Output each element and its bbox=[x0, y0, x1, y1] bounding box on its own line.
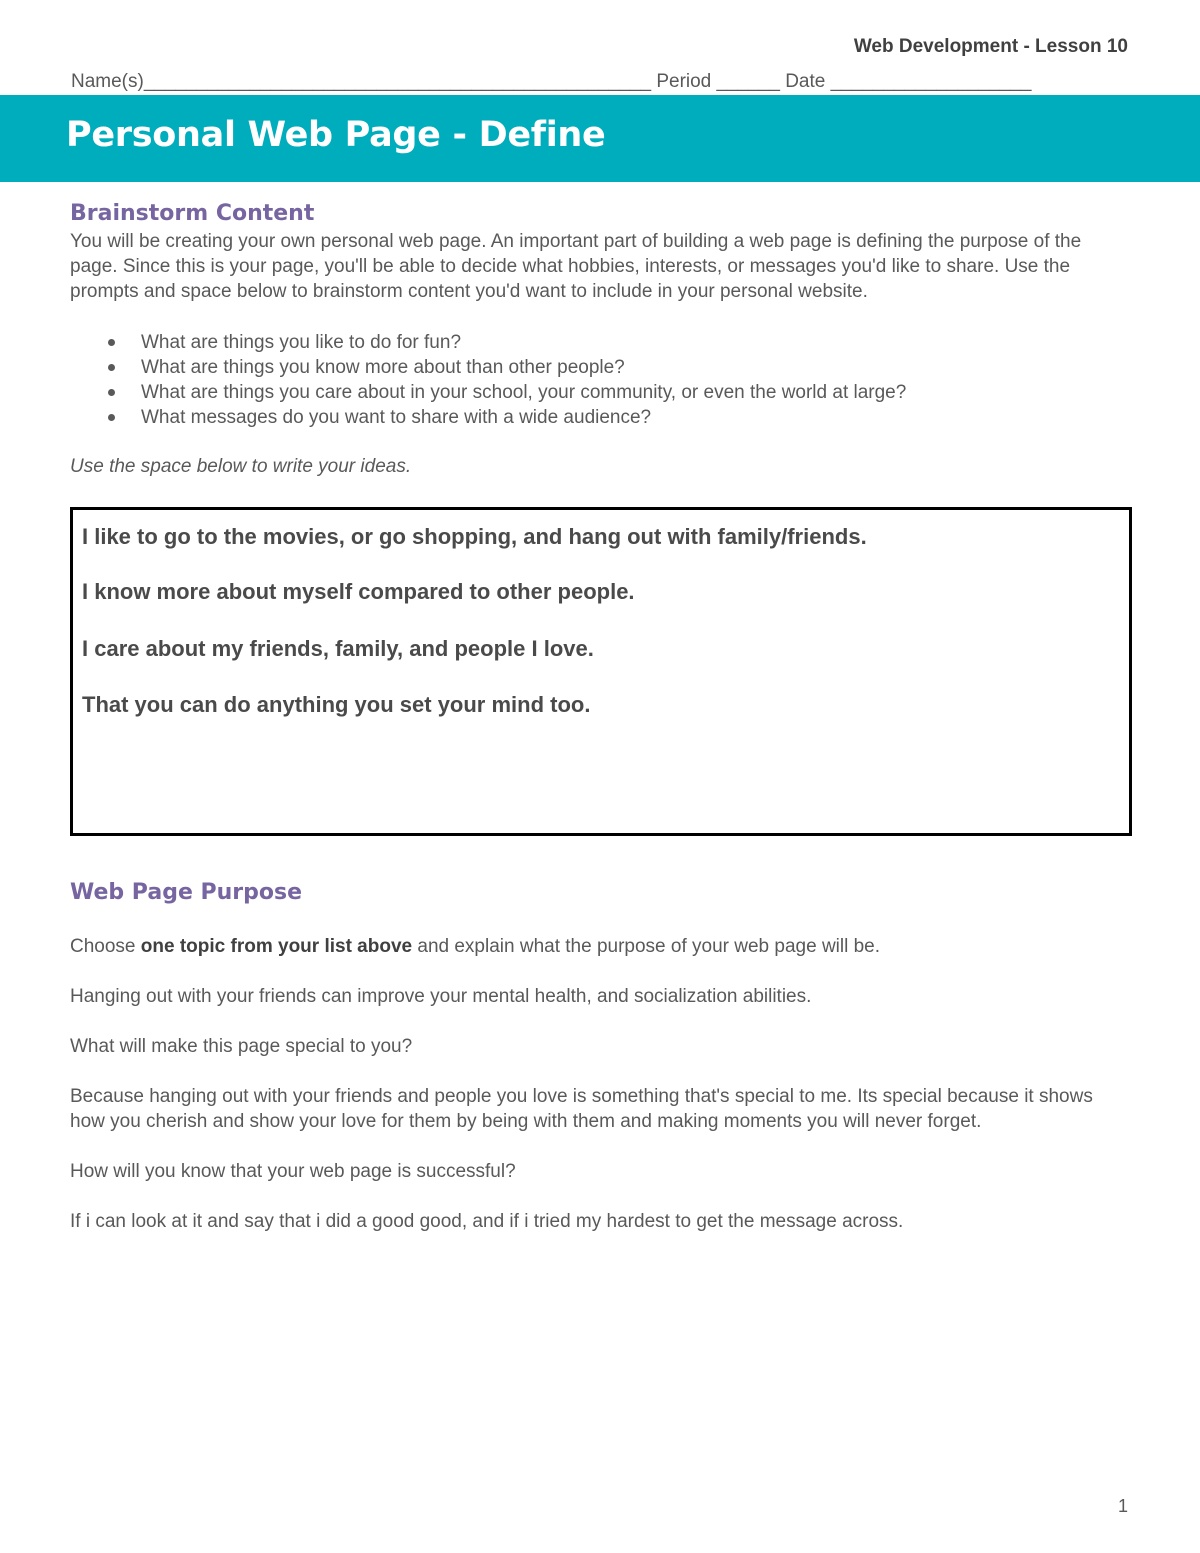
brainstorm-intro-line-3: prompts and space below to brainstorm content you'd want to include in your personal website. bbox=[70, 281, 868, 302]
bullet-icon bbox=[108, 414, 115, 421]
prompt-text: What are things you like to do for fun? bbox=[141, 332, 462, 353]
purpose-prompt-start: Choose bbox=[70, 936, 141, 957]
special-answer-line-2: how you cherish and show your love for them by being with them and making moments you will never forget. bbox=[70, 1111, 982, 1132]
title-banner bbox=[0, 95, 1200, 182]
brainstorm-heading: Brainstorm Content bbox=[70, 201, 315, 226]
list-item bbox=[70, 405, 1130, 430]
answer-line-knowledge: I know more about myself compared to other people. bbox=[82, 579, 635, 604]
brainstorm-prompt-list bbox=[70, 330, 1130, 430]
list-item bbox=[70, 330, 1130, 355]
special-question: What will make this page special to you? bbox=[70, 1036, 413, 1057]
purpose-prompt-emphasis: one topic from your list above bbox=[140, 936, 413, 957]
brainstorm-instruction: Use the space below to write your ideas. bbox=[70, 456, 412, 477]
prompt-text: What messages do you want to share with a wide audience? bbox=[141, 407, 652, 428]
purpose-prompt-end: and explain what the purpose of your web page will be. bbox=[412, 936, 881, 957]
page-title: Personal Web Page - Define bbox=[66, 115, 606, 155]
answer-line-care: I care about my friends, family, and people I love. bbox=[82, 636, 594, 661]
list-item bbox=[70, 380, 1130, 405]
prompt-text: What are things you know more about than other people? bbox=[141, 357, 625, 378]
bullet-icon bbox=[108, 389, 115, 396]
prompt-text: What are things you care about in your school, your community, or even the world at large? bbox=[141, 382, 907, 403]
brainstorm-intro-line-1: You will be creating your own personal web page. An important part of building a web page is defining the purpose of the bbox=[70, 231, 1082, 252]
page-number: 1 bbox=[1117, 1496, 1128, 1516]
purpose-heading: Web Page Purpose bbox=[70, 880, 303, 905]
purpose-answer: Hanging out with your friends can improve your mental health, and socialization abilities. bbox=[70, 986, 812, 1007]
course-lesson-label: Web Development - Lesson 10 bbox=[853, 36, 1128, 57]
bullet-icon bbox=[108, 364, 115, 371]
answer-line-message: That you can do anything you set your mind too. bbox=[82, 692, 591, 717]
list-item bbox=[70, 355, 1130, 380]
purpose-prompt bbox=[70, 934, 1130, 959]
brainstorm-answer-box[interactable] bbox=[70, 507, 1132, 836]
brainstorm-intro-line-2: page. Since this is your page, you'll be able to decide what hobbies, interests, or messages you'd like to share. Use the bbox=[70, 256, 1071, 277]
answer-line-fun: I like to go to the movies, or go shopping, and hang out with family/friends. bbox=[82, 524, 867, 549]
special-answer-line-1: Because hanging out with your friends and people you love is something that's special to me. Its special because it shows bbox=[70, 1086, 1093, 1107]
name-period-date-line: Name(s)________________________________________________ Period ______ Date ___________________ bbox=[71, 71, 1032, 92]
bullet-icon bbox=[108, 339, 115, 346]
success-question: How will you know that your web page is successful? bbox=[70, 1161, 516, 1182]
success-answer: If i can look at it and say that i did a good good, and if i tried my hardest to get the message across. bbox=[70, 1211, 904, 1232]
